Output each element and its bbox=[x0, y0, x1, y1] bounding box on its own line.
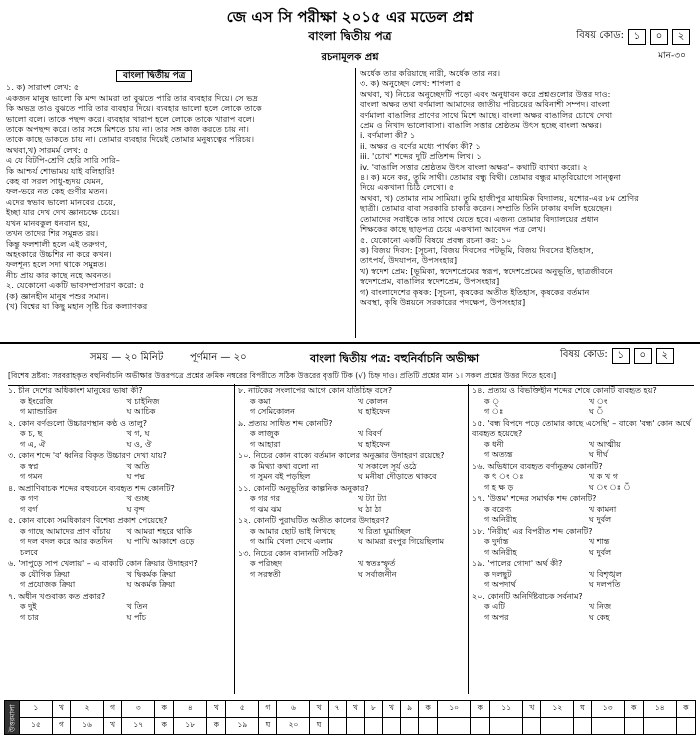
options bbox=[472, 602, 694, 623]
options bbox=[8, 462, 233, 483]
text-line: ২. যেকোনো একটি ভাবসম্প্রসারণ করো: ৫ bbox=[6, 280, 145, 291]
answer-cell: ২০ bbox=[277, 718, 310, 735]
option[interactable]: খ কোলন bbox=[358, 396, 388, 406]
answer-cell: খ bbox=[52, 701, 70, 718]
mcq-question bbox=[8, 451, 233, 483]
text-line: এ যে বিটপি-শ্রেণি হেরি সারি সারি– bbox=[6, 155, 120, 166]
option[interactable]: ক যৌগিক ক্রিয়া bbox=[20, 569, 70, 579]
option[interactable]: ক এটি bbox=[484, 602, 505, 611]
option[interactable]: গ অত্যন্ত bbox=[484, 450, 513, 459]
option[interactable]: খ ং bbox=[589, 396, 608, 406]
question-text: ৮. নাটকের সংলাপের আগে কোন যতিচিহ্ন বসে? bbox=[238, 386, 393, 395]
text-line: ৩. ক) অনুচ্ছেদ লেখ: শাপলা ৫ bbox=[360, 78, 462, 89]
option[interactable]: খ অতি bbox=[126, 461, 150, 471]
text-line: গ) বাংলাদেশের কৃষক: [সূচনা, কৃষকের অতীত ইতিহাস, কৃষকের বর্তমান bbox=[360, 286, 590, 297]
option[interactable]: গ বর্গ bbox=[20, 504, 38, 514]
mcq-question bbox=[472, 419, 694, 461]
mcq-question bbox=[238, 484, 466, 516]
exam-title: জে এস সি পরীক্ষা ২০১৫ এর মডেল প্রশ্ন bbox=[226, 8, 474, 26]
answer-cell-empty bbox=[643, 718, 676, 735]
text-line: ৪। ক) মনে কর, তুমি সাথী। তোমার বন্ধু বিথী। তোমার বন্ধুর মাতৃবিয়োগে সান্ত্বনা bbox=[360, 172, 621, 183]
answer-cell: ১ bbox=[20, 701, 53, 718]
option[interactable]: ক কমা bbox=[250, 396, 271, 406]
answer-cell: ৫ bbox=[226, 701, 259, 718]
option[interactable]: ঘ দীর্ঘ bbox=[589, 450, 608, 459]
options bbox=[8, 429, 233, 450]
options bbox=[238, 397, 466, 418]
answer-cell-empty bbox=[624, 718, 643, 735]
section-divider bbox=[0, 342, 700, 344]
option[interactable]: ক দুর্দান্ত bbox=[484, 537, 509, 546]
answer-cell-empty bbox=[438, 718, 471, 735]
option[interactable]: ঘ পদ্ম bbox=[126, 472, 145, 481]
left-column bbox=[6, 70, 356, 311]
mcq-question bbox=[238, 549, 466, 581]
options bbox=[238, 527, 466, 548]
mcq-question bbox=[472, 494, 694, 526]
answer-cell-empty bbox=[574, 718, 591, 735]
option[interactable]: ক দলছুট bbox=[484, 569, 512, 579]
column-divider bbox=[355, 68, 356, 338]
mcq-question bbox=[238, 386, 466, 418]
question-text: ৯. প্রত্যয় সাধিত শব্দ কোনটি? bbox=[238, 418, 333, 428]
code-digit: ২ bbox=[656, 348, 674, 364]
text-line: ছাত্রী। তোমার বাবা সরকারি চাকরি করেন। সম্প্রতি তিনি ঢাকায় বদলি হয়েছেন। bbox=[360, 203, 612, 214]
question-text: ১৯. 'পালের গোদা' অর্থ কী? bbox=[472, 559, 563, 568]
answer-cell: ১৭ bbox=[122, 718, 155, 735]
option[interactable]: খ আত্মীয় bbox=[589, 439, 621, 449]
answer-cell-empty bbox=[676, 718, 695, 735]
answer-cell: ৩ bbox=[122, 701, 155, 718]
option[interactable]: ঘ আচিক bbox=[126, 407, 156, 416]
option[interactable]: ঘ বৃন্দ bbox=[126, 504, 145, 514]
option[interactable]: গ দল বদল করে আর কতদিন চলবে bbox=[20, 537, 113, 557]
section-title: রচনামূলক প্রশ্ন bbox=[321, 52, 379, 63]
text-line: কেহ বা সরল সাধু-হৃদয় যেমন, bbox=[6, 176, 104, 187]
option[interactable]: ঘ ও, ঔ bbox=[126, 439, 152, 449]
mcq-column-1 bbox=[8, 386, 233, 624]
option[interactable]: ঘ ঠা ঠা bbox=[358, 504, 382, 514]
options bbox=[472, 537, 694, 558]
answer-cell: ১০ bbox=[438, 701, 471, 718]
question-text: ২০. কোনটি অনির্দিষ্টবাচক সর্বনাম? bbox=[472, 591, 583, 601]
answer-cell: খ bbox=[346, 701, 364, 718]
time: সময় — ২০ মিনিট bbox=[90, 352, 164, 363]
mcq-question bbox=[472, 527, 694, 559]
text-line: শিক্ষকের কাছে ছাড়পত্র চেয়ে একখানা আবেদন পত্র লেখ। bbox=[360, 224, 546, 235]
mcq-subject-code bbox=[560, 347, 674, 364]
answer-cell-empty bbox=[471, 718, 490, 735]
code-digit: ০ bbox=[634, 348, 652, 364]
question-text: ১৮. 'নিরীহ' এর বিপরীত শব্দ কোনটি? bbox=[472, 526, 593, 536]
marks: মান-৩০ bbox=[658, 51, 686, 61]
option[interactable]: খ দ্বিকর্মক ক্রিয়া bbox=[126, 569, 176, 579]
option[interactable]: ঘ হাইফেন bbox=[358, 439, 391, 449]
option[interactable]: গ এ, ঐ bbox=[20, 439, 46, 449]
option[interactable]: ক দুই bbox=[20, 602, 37, 611]
subject-code bbox=[576, 28, 690, 45]
mcq-question bbox=[472, 386, 694, 418]
mcq-column-3 bbox=[472, 386, 694, 624]
question-text: ৪. অপ্রাণিবাচক শব্দের বহুবচনে ব্যবহৃত শব্দ কোনটি? bbox=[8, 483, 175, 493]
option[interactable]: গ সেমিকোলন bbox=[250, 407, 295, 416]
option[interactable]: গ অনিরীহ bbox=[484, 547, 517, 557]
text-line: কি অভদ্র তাও বুঝতে পারি তার ব্যবহার দিয়ে। ব্যবহার ভালো হলে লোকে তাকে bbox=[6, 103, 262, 114]
answer-cell: ৭ bbox=[328, 701, 346, 718]
answer-cell: ৬ bbox=[277, 701, 310, 718]
text-line: বাংলা অক্ষর তথা বর্ণমালা আমাদের জাতীয় পরিচয়ের অবিনাশী সম্পদ। বাংলা bbox=[360, 99, 610, 110]
option[interactable]: খ শান্ত bbox=[589, 537, 610, 546]
answer-cell: খ bbox=[310, 701, 328, 718]
answer-cell: খ bbox=[104, 718, 122, 735]
answer-cell: ঘ bbox=[574, 701, 591, 718]
option[interactable]: ঘ ঁ bbox=[589, 407, 604, 416]
option[interactable]: গ আমি খেলা দেখে এলাম bbox=[250, 537, 333, 546]
text-line: একজন মানুষ ভালো কি মন্দ আমরা তা বুঝতে পারি তার ব্যবহার দিয়ে। সে ভদ্র bbox=[6, 92, 258, 103]
section-box: বাংলা দ্বিতীয় পত্র bbox=[116, 70, 192, 82]
answer-cell-empty bbox=[523, 718, 541, 735]
text-line: ফলশূন্য হলে সদা থাকে সমুন্নত। bbox=[6, 259, 107, 270]
option[interactable]: ঘ কেহ bbox=[589, 612, 610, 622]
option[interactable]: গ সরস্বতী bbox=[250, 569, 281, 579]
text-line: অর্ধেক তার করিয়াছে নারী, অর্ধেক তার নর। bbox=[360, 68, 501, 78]
answer-cell: ১৬ bbox=[71, 718, 104, 735]
answer-cell: ক bbox=[624, 701, 643, 718]
option[interactable]: ক ধনী bbox=[484, 439, 504, 449]
mcq-divider bbox=[468, 384, 469, 694]
mcq-question bbox=[472, 559, 694, 591]
text-line: অহংকারে উচ্চশির না করে কখন। bbox=[6, 248, 112, 259]
text-line: i. বর্ণমালা কী? ১ bbox=[360, 130, 416, 141]
answer-cell-empty bbox=[346, 718, 364, 735]
question-text: ২. কোন বর্ণগুলো উচ্চারণস্থান কণ্ঠ ও তালু? bbox=[8, 418, 147, 428]
option[interactable]: ক গণ bbox=[20, 494, 39, 503]
text-line: ii. অক্ষর ও বর্ণের মধ্যে পার্থক্য কী? ১ bbox=[360, 140, 481, 151]
text-line: তাকে কাছে ডাকতে চায় না। তোমার ব্যবহার দিয়েই তোমার মনুষ্যত্বের পরিচয়। bbox=[6, 134, 255, 145]
mcq-divider bbox=[234, 384, 235, 694]
text-line: নীচ প্রায় কার কাছে নহে অবনত। bbox=[6, 269, 112, 280]
option[interactable]: ক গর গর bbox=[250, 494, 280, 503]
option[interactable]: গ অপদার্থ bbox=[484, 580, 516, 589]
option[interactable]: ক গাছে আমাদের প্রাণ বাঁচায় bbox=[20, 526, 111, 536]
answer-cell: ঘ bbox=[310, 718, 328, 735]
question-text: ১৪. প্রত্যয় ও বিভক্তিহীন শব্দের শেষে কোনটি ব্যবহৃত হয়? bbox=[472, 386, 657, 395]
mcq-question bbox=[8, 419, 233, 451]
text-line: ১. ক) সারাংশ লেখ: ৫ bbox=[6, 82, 80, 93]
options bbox=[238, 559, 466, 580]
option[interactable]: গ ম্যান্ডারিন bbox=[20, 407, 58, 416]
option[interactable]: খ বিশৃঙ্খল bbox=[589, 569, 622, 579]
mcq-question bbox=[238, 451, 466, 483]
text-line: প্রেম ও নিখাদ ভালোবাসা। বাঙালি সত্তার শ্রেষ্ঠতম উৎস হচ্ছে বাংলা অক্ষর। bbox=[360, 120, 602, 131]
options bbox=[472, 505, 694, 526]
question-text: ১৬. অভিধানে ব্যবহৃত বর্ণানুক্রম কোনটি? bbox=[472, 461, 603, 471]
options bbox=[472, 440, 694, 461]
text-line: (খ) বিশ্বের যা কিছু মহান সৃষ্টি চির কল্যাণকর bbox=[6, 300, 148, 311]
options bbox=[472, 472, 694, 493]
option[interactable]: গ ঝম ঝম bbox=[250, 504, 282, 514]
question-text: ৩. কোন শব্দে 'ব' ধ্বনির বিকৃত উচ্চারণ দেখা যায়? bbox=[8, 451, 167, 460]
answer-cell: ১৫ bbox=[20, 718, 53, 735]
right-column bbox=[360, 68, 695, 307]
question-text: ১২. কোনটি পুরাঘটিত অতীত কালের উদাহরণ? bbox=[238, 516, 390, 525]
option[interactable]: গ ঃ bbox=[484, 407, 504, 416]
option[interactable]: খ কামনা bbox=[589, 504, 617, 514]
options bbox=[472, 570, 694, 591]
option[interactable]: ঘ পাঁচ bbox=[126, 612, 147, 622]
answer-cell: ১১ bbox=[490, 701, 523, 718]
answer-cell: ১৪ bbox=[643, 701, 676, 718]
option[interactable]: ঘ আমরা রংপুর গিয়েছিলাম bbox=[358, 537, 445, 546]
mcq-question bbox=[8, 516, 233, 558]
answer-cell: ক bbox=[207, 718, 226, 735]
answer-cell-empty bbox=[401, 718, 419, 735]
option[interactable]: ক স্বপ্ন bbox=[20, 461, 39, 471]
option[interactable]: ক বরেণ্য bbox=[484, 504, 512, 514]
text-line: স্বদেশপ্রেম, বাঙালির স্বদেশপ্রেম, উপসংহার] bbox=[360, 276, 500, 287]
option[interactable]: ক ৎ ং ঃ bbox=[484, 472, 524, 481]
answer-cell: ১২ bbox=[541, 701, 574, 718]
text-line: কি আশ্চর্য শোভাময় যাই বলিহারি! bbox=[6, 165, 115, 176]
option[interactable]: খ আমরা শহরে থাকি bbox=[126, 526, 192, 536]
answer-cell: ১৮ bbox=[174, 718, 207, 735]
answer-cell: ক bbox=[676, 701, 695, 718]
answer-cell-empty bbox=[490, 718, 523, 735]
answer-cell: ৮ bbox=[364, 701, 382, 718]
code-digit: ২ bbox=[672, 29, 690, 45]
text-line: যখন মানবকুল ধনবান হয়, bbox=[6, 217, 91, 228]
option[interactable]: ঘ ং ঃ ঁ bbox=[589, 482, 631, 492]
option[interactable]: খ নিজ bbox=[589, 602, 612, 611]
mcq-question bbox=[8, 484, 233, 516]
option[interactable]: ঘ মনীষা দৌড়াতে থাকবে bbox=[358, 472, 437, 481]
text-line: বর্ণমালা বাঙালির প্রাণের সাথে মিশে আছে। বাংলা অক্ষর বাঙালির চোখে দেখা bbox=[360, 109, 613, 120]
option[interactable]: গ অনিরীহ bbox=[484, 515, 517, 524]
text-line: তোমাদের সবাইকে তার সাথে যেতে হবে। এজন্য তোমার বিদ্যালয়ের প্রধান bbox=[360, 213, 599, 224]
mcq-question bbox=[238, 419, 466, 451]
answer-cell: ১৯ bbox=[226, 718, 259, 735]
option[interactable]: গ সুমন বই পড়ছিল bbox=[250, 472, 311, 481]
code-digit: ০ bbox=[650, 29, 668, 45]
answer-label: উত্তরমালা bbox=[5, 701, 20, 735]
text-line: অথবা,খ) সারমর্ম লেখ: ৫ bbox=[6, 144, 89, 155]
text-line: তখন তাদের শির সমুন্নত রয়। bbox=[6, 228, 99, 239]
answer-cell: ৪ bbox=[174, 701, 207, 718]
option[interactable]: গ হ ক্ষ ড় bbox=[484, 482, 514, 492]
answer-cell: ক bbox=[155, 701, 174, 718]
option[interactable]: খ গ, ঘ bbox=[126, 429, 150, 438]
option[interactable]: গ অপর bbox=[484, 612, 509, 622]
answer-table bbox=[4, 700, 696, 735]
option[interactable]: ক ্ bbox=[484, 396, 500, 406]
option[interactable]: ঘ সর্বাজনীন bbox=[358, 569, 397, 579]
instruction: [বিশেষ দ্রষ্টব্য: সরবরাহকৃত বহুনির্বাচনি অভীক্ষার উত্তরপত্রে প্রশ্নের ক্রমিক নম্বরের বিপরীতে সঠিক উত্তরের বৃত্তটি টিক (√) চিহ্ন দাও। প্রতিটি প্রশ্নের মান ১। সকল প্রশ্নের উত্তর দিতে হবে।] bbox=[8, 370, 694, 386]
question-text: ১০. নিচের কোন বাক্যে বর্তমান কালের অনুজ্ঞার উদাহরণ রয়েছে? bbox=[238, 451, 445, 460]
question-text: ১১. কোনটি অনুভূতির কাল্পনিক অনুকার? bbox=[238, 483, 369, 493]
mcq-question bbox=[472, 462, 694, 494]
options bbox=[8, 397, 233, 418]
option[interactable]: ঘ দুর্বল bbox=[589, 547, 612, 557]
answer-cell: ঘ bbox=[259, 718, 277, 735]
text-line: এদের স্বভাব ভালো মানবের চেয়ে, bbox=[6, 196, 116, 207]
subject-code-label: বিষয় কোড: bbox=[576, 30, 624, 41]
answer-cell: খ bbox=[523, 701, 541, 718]
answer-cell: খ bbox=[382, 701, 400, 718]
options bbox=[238, 429, 466, 450]
question-text: ১. চীন দেশের অধিকাংশ মানুষের ভাষা কী? bbox=[8, 386, 143, 395]
code-digit: ১ bbox=[612, 348, 630, 364]
question-text: ১৫. 'বন্ধ বিপদে পড়ে তোমার কাছে এসেছি' – বাক্যে 'বন্ধ' কোন অর্থে ব্যবহৃত হয়েছে? bbox=[472, 418, 691, 438]
options bbox=[8, 527, 233, 559]
answer-cell-empty bbox=[382, 718, 400, 735]
option[interactable]: খ বিবর্ণ bbox=[358, 429, 382, 438]
question-text: ৭. অধীন খণ্ডবাক্য কত প্রকার? bbox=[8, 591, 106, 601]
options bbox=[8, 602, 233, 623]
answer-cell: খ bbox=[207, 701, 226, 718]
option[interactable]: ঘ দুর্বল bbox=[589, 515, 612, 524]
option[interactable]: খ স্বতঃস্ফূর্ত bbox=[358, 559, 396, 568]
option[interactable]: ক পরিচ্ছদ bbox=[250, 559, 283, 568]
option[interactable]: খ ক খ গ bbox=[589, 472, 618, 481]
paper-subtitle: বাংলা দ্বিতীয় পত্র bbox=[308, 29, 392, 43]
full-marks: পূর্ণমান — ২০ bbox=[190, 352, 247, 363]
options bbox=[8, 494, 233, 515]
text-line: খ) স্বদেশ প্রেম: [ভূমিকা, স্বদেশপ্রেমের স্বরূপ, স্বদেশপ্রেমের অনুভূতি, ছাত্রজীবনে bbox=[360, 265, 613, 276]
answer-cell: ২ bbox=[71, 701, 104, 718]
question-text: ৬. 'সাপুড়ে সাপ খেলায়' – এ বাক্যটি কোন ক্রিয়ার উদাহরণ? bbox=[8, 559, 198, 568]
text-line: ইচ্ছা যার দেখ দেখ জ্ঞানচক্ষে চেয়ে। bbox=[6, 207, 120, 218]
answer-cell: গ bbox=[259, 701, 277, 718]
question-text: ১৭. 'উত্তম' শব্দের সমার্থক শব্দ কোনটি? bbox=[472, 494, 597, 503]
text-line: ফল-ভরে নত কেহ গুণীর মতন। bbox=[6, 186, 108, 197]
answer-cell-empty bbox=[364, 718, 382, 735]
option[interactable]: খ ট্যা ট্যা bbox=[358, 494, 387, 503]
option[interactable]: খ তিন bbox=[126, 602, 148, 611]
option[interactable]: খ সকালে সূর্য ওঠে bbox=[358, 461, 417, 471]
text-line: দিয়ে একখানা চিঠি লেখো। ৫ bbox=[360, 182, 455, 193]
question-text: ৫. কোন বাক্যে সমধিকারণ বিশেষ্য প্রকাশ পেয়েছে? bbox=[8, 516, 168, 525]
answer-cell: ১৩ bbox=[591, 701, 624, 718]
mcq-question bbox=[8, 592, 233, 624]
option[interactable]: ক আমার ছোট ভাই লিখছে bbox=[250, 526, 336, 536]
option[interactable]: খ রিতা ঘুমাচ্ছিল bbox=[358, 526, 411, 536]
answer-cell: ৯ bbox=[401, 701, 419, 718]
answer-cell-empty bbox=[591, 718, 624, 735]
text-line: ভালো বলে। তাকে পছন্দ করে। ব্যবহার খারাপ হলে লোকে তাকে খারাপ বলে। bbox=[6, 113, 255, 124]
answer-cell: গ bbox=[104, 701, 122, 718]
option[interactable]: গ চার bbox=[20, 612, 39, 622]
option[interactable]: ঘ অকর্মক ক্রিয়া bbox=[126, 580, 176, 589]
answer-cell-empty bbox=[419, 718, 438, 735]
text-line: অথবা, খ) তোমার নাম সামিয়া। তুমি হাজীপুর মাধ্যমিক বিদ্যালয়, যশোর-এর ৮ম শ্রেণির bbox=[360, 192, 639, 203]
mcq-subject: বাংলা দ্বিতীয় পত্র: বহুনির্বাচনি অভীক্ষা bbox=[310, 352, 480, 365]
answer-cell: ক bbox=[471, 701, 490, 718]
option[interactable]: ক ইংরেজি bbox=[20, 396, 53, 406]
text-line: iv. 'বাঙালি সত্তার শ্রেষ্ঠতম উৎস বাংলা অক্ষর'– কথাটি ব্যাখ্যা করো। ২ bbox=[360, 161, 589, 172]
options bbox=[472, 397, 694, 418]
options bbox=[8, 570, 233, 591]
answer-cell: গ bbox=[52, 718, 70, 735]
options bbox=[238, 494, 466, 515]
option[interactable]: গ গমন bbox=[20, 472, 43, 481]
text-line: অথবা, খ) নিচের অনুচ্ছেদটি পড়ো এবং অনুধাবন করে প্রশ্নগুলোর উত্তর দাও: bbox=[360, 88, 611, 99]
mcq-question bbox=[8, 386, 233, 418]
text-line: অবস্থা, কৃষি উন্নয়নে সরকারের পদক্ষেপ, উপসংহার] bbox=[360, 296, 526, 307]
option[interactable]: গ আহারা bbox=[250, 439, 281, 449]
option[interactable]: ঘ হাইফেন bbox=[358, 407, 391, 416]
option[interactable]: খ চাইনিজ bbox=[126, 396, 160, 406]
text-line: iii. 'চোখ' শব্দের দুটি প্রতিশব্দ লিখ। ১ bbox=[360, 151, 482, 162]
option[interactable]: ক চ, ছ bbox=[20, 429, 43, 438]
question-text: ১৩. নিচের কোন বানানটি সঠিক? bbox=[238, 548, 344, 558]
text-line: তাকে অপছন্দ করে। তার সঙ্গে মিশতে চায় না। তার সঙ্গ কাজ করতে চায় না। bbox=[6, 124, 249, 135]
mcq-question bbox=[8, 559, 233, 591]
option[interactable]: গ প্রযোজক ক্রিয়া bbox=[20, 580, 76, 589]
option[interactable]: খ গুচ্ছ bbox=[126, 494, 149, 503]
text-line: কিন্তু ফলশালী হলে এই তরুগণ, bbox=[6, 238, 108, 249]
code-digit: ১ bbox=[628, 29, 646, 45]
text-line: (ক) জ্ঞানহীন মানুষ পশুর সমান। bbox=[6, 290, 109, 301]
answer-cell-empty bbox=[541, 718, 574, 735]
answer-cell: ক bbox=[155, 718, 174, 735]
option[interactable]: ক লাজুক bbox=[250, 429, 280, 438]
answer-cell-empty bbox=[328, 718, 346, 735]
option[interactable]: ক মিথ্যা কথা বলো না bbox=[250, 461, 319, 471]
text-line: ক) বিজয় দিবস: [সূচনা, বিজয় দিবসের পটভূমি, বিজয় দিবসের ইতিহাস, bbox=[360, 244, 594, 255]
answer-cell: ক bbox=[419, 701, 438, 718]
options bbox=[238, 462, 466, 483]
option[interactable]: ঘ দলপতি bbox=[589, 580, 621, 589]
text-line: ৫. যেকোনো একটি বিষয়ে প্রবন্ধ রচনা কর: ১০ bbox=[360, 234, 512, 245]
code-label: বিষয় কোড: bbox=[560, 349, 608, 360]
mcq-column-2 bbox=[238, 386, 466, 581]
mcq-question bbox=[472, 592, 694, 624]
text-line: তাৎপর্য, উদযাপন, উপসংহার] bbox=[360, 255, 458, 266]
option[interactable]: ঘ পাখি আকাশে ওড়ে bbox=[126, 537, 195, 546]
mcq-question bbox=[238, 516, 466, 548]
